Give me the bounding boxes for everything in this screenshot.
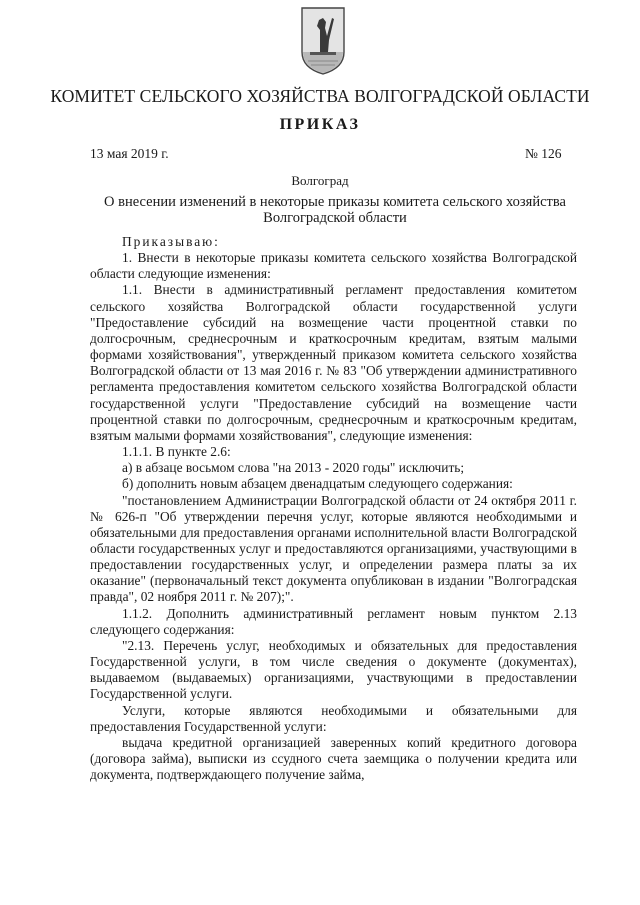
document-type: ПРИКАЗ	[279, 116, 361, 133]
services-list-item: выдача кредитной организацией заверенных копий кредитного договора (договора займа), выписки из ссудного счета заемщика о получении кредита или документа, подтверждающего получение займа,	[90, 734, 577, 783]
document-body	[90, 234, 577, 783]
subparagraph-b: б) дополнить новым абзацем двенадцатым следующего содержания:	[122, 476, 513, 492]
document-number: № 126	[525, 146, 562, 161]
services-list-intro: Услуги, которые являются необходимыми и обязательными для предоставления Государственной услуги:	[90, 702, 577, 734]
paragraph-1: 1. Внести в некоторые приказы комитета сельского хозяйства Волгоградской области следующие изменения:	[90, 250, 577, 282]
inserted-paragraph: "постановлением Администрации Волгоградской области от 24 октября 2011 г. № 626-п "Об утверждении перечня услуг, которые являются необходимыми и обязательными для предоставления органами исполнительной власти Волгоградской области государственных услуг и предоставляются организациями, участвующими в предоставлении государственных услуг, и определении размера платы за их оказание" (первоначальный текст документа опубликован в издании "Волгоградская правда", 02 ноября 2011 г. № 207);".	[90, 492, 577, 605]
organization-name: КОМИТЕТ СЕЛЬСКОГО ХОЗЯЙСТВА ВОЛГОГРАДСКОЙ ОБЛАСТИ	[50, 86, 590, 106]
order-intro: Приказываю:	[122, 234, 220, 249]
document-subject: О внесении изменений в некоторые приказы комитета сельского хозяйства Волгоградской области	[104, 194, 566, 226]
paragraph-1-1-2: 1.1.2. Дополнить административный регламент новым пунктом 2.13 следующего содержания:	[90, 605, 577, 637]
paragraph-1-1-1: 1.1.1. В пункте 2.6:	[122, 444, 231, 460]
document-date: 13 мая 2019 г.	[90, 146, 169, 161]
coat-of-arms-icon	[300, 6, 346, 76]
paragraph-1-1: 1.1. Внести в административный регламент предоставления комитетом сельского хозяйства Волгоградской области государственной услуги "Предоставление субсидий на возмещение части процентной ставки по долгосрочным, среднесрочным и краткосрочным кредитам, взятым малыми формами хозяйствования", утвержденный приказом комитета сельского хозяйства Волгоградской области от 13 мая 2016 г. № 83 "Об утверждении административного регламента предоставления комитетом сельского хозяйства Волгоградской области государственной услуги "Предоставление субсидий на возмещение части процентной ставки по долгосрочным, среднесрочным и краткосрочным кредитам, взятым малыми формами хозяйствования", следующие изменения:	[90, 282, 577, 443]
point-2-13: "2.13. Перечень услуг, необходимых и обязательных для предоставления Государственной услуги, в том числе сведения о документе (документах), выдаваемом (выдаваемых) организациями, участвующими в предоставлении Государственной услуги.	[90, 637, 577, 702]
document-city: Волгоград	[291, 173, 349, 188]
subparagraph-a: а) в абзаце восьмом слова "на 2013 - 2020 годы" исключить;	[122, 460, 465, 476]
